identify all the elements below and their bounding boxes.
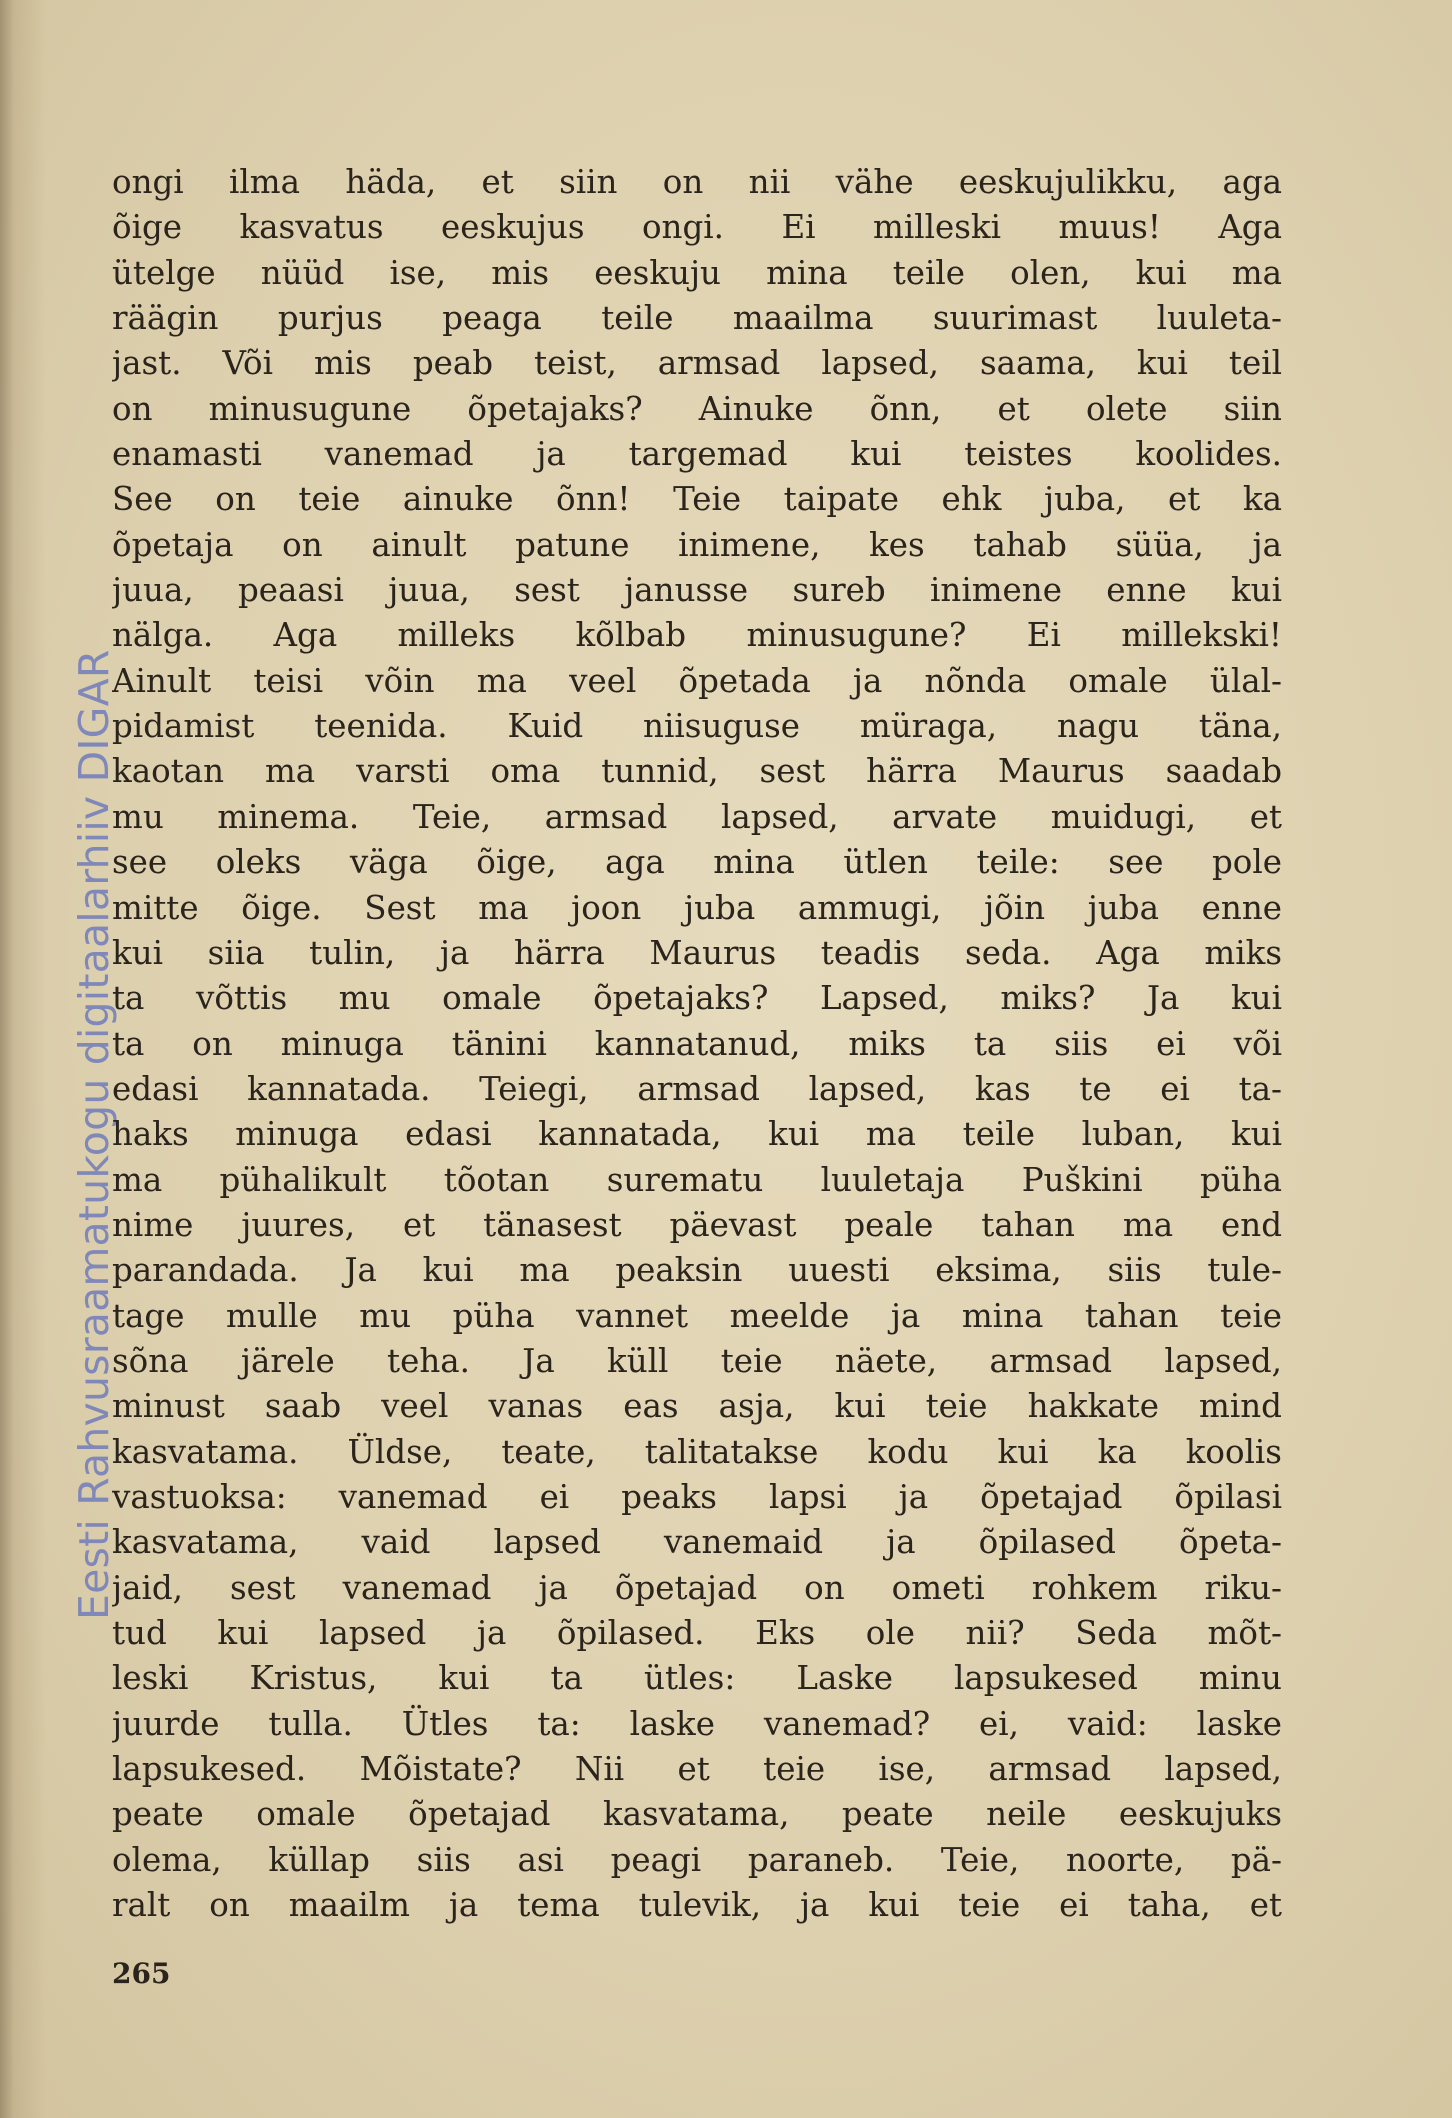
text-line: vastuoksa: vanemad ei peaks lapsi ja õpetajad õpilasi — [112, 1477, 1282, 1516]
text-line: õpetaja on ainult patune inimene, kes tahab süüa, ja — [112, 525, 1282, 564]
text-line: edasi kannatada. Teiegi, armsad lapsed, kas te ei ta- — [112, 1069, 1282, 1108]
text-line: haks minuga edasi kannatada, kui ma teile luban, kui — [112, 1115, 1282, 1154]
text-line: nime juures, et tänasest päevast peale tahan ma end — [112, 1205, 1282, 1244]
text-line: peate omale õpetajad kasvatama, peate neile eeskujuks — [112, 1795, 1282, 1834]
text-line: ralt on maailm ja tema tulevik, ja kui teie ei taha, et — [112, 1886, 1282, 1925]
text-line: kaotan ma varsti oma tunnid, sest härra Maurus saadab — [112, 752, 1282, 791]
text-line: ta on minuga tänini kannatanud, miks ta siis ei või — [112, 1024, 1282, 1063]
text-line: nälga. Aga milleks kõlbab minusugune? Ei millekski! — [112, 616, 1282, 655]
text-line: mitte õige. Sest ma joon juba ammugi, jõin juba enne — [112, 888, 1282, 927]
text-line: juurde tulla. Ütles ta: laske vanemad? ei, vaid: laske — [112, 1704, 1282, 1743]
text-line: mu minema. Teie, armsad lapsed, arvate muidugi, et — [112, 797, 1282, 836]
text-line: tud kui lapsed ja õpilased. Eks ole nii? Seda mõt- — [112, 1614, 1282, 1652]
text-line: ma pühalikult tõotan surematu luuletaja Puškini püha — [112, 1160, 1282, 1199]
archive-watermark: Eesti Rahvusraamatukogu digitaalarhiiv DIGAR — [70, 649, 118, 1620]
text-line: ütelge nüüd ise, mis eeskuju mina teile olen, kui ma — [112, 253, 1282, 292]
text-line: räägin purjus peaga teile maailma suurimast luuleta- — [112, 299, 1282, 338]
text-line: See on teie ainuke õnn! Teie taipate ehk juba, et ka — [112, 480, 1282, 519]
body-text — [112, 160, 1282, 1928]
page-number: 265 — [112, 1957, 171, 1990]
text-line: sõna järele teha. Ja küll teie näete, armsad lapsed, — [112, 1341, 1282, 1380]
text-line: parandada. Ja kui ma peaksin uuesti eksima, siis tule- — [112, 1251, 1282, 1290]
text-line: kasvatama. Üldse, teate, talitatakse kodu kui ka koolis — [112, 1432, 1282, 1471]
text-line: jast. Või mis peab teist, armsad lapsed, saama, kui teil — [112, 344, 1282, 383]
text-line: pidamist teenida. Kuid niisuguse müraga, nagu täna, — [112, 707, 1282, 746]
text-line: õige kasvatus eeskujus ongi. Ei milleski muus! Aga — [112, 208, 1282, 247]
text-line: leski Kristus, kui ta ütles: Laske lapsukesed minu — [112, 1659, 1282, 1698]
text-line: olema, küllap siis asi peagi paraneb. Teie, noorte, pä- — [112, 1840, 1282, 1879]
text-line: ta võttis mu omale õpetajaks? Lapsed, miks? Ja kui — [112, 979, 1282, 1018]
text-line: ongi ilma häda, et siin on nii vähe eeskujulikku, aga — [112, 163, 1282, 201]
text-line: minust saab veel vanas eas asja, kui teie hakkate mind — [112, 1387, 1282, 1426]
text-line: kui siia tulin, ja härra Maurus teadis seda. Aga miks — [112, 933, 1282, 972]
text-line: see oleks väga õige, aga mina ütlen teile: see pole — [112, 843, 1282, 882]
text-line: juua, peaasi juua, sest janusse sureb inimene enne kui — [112, 571, 1282, 610]
text-line: on minusugune õpetajaks? Ainuke õnn, et olete siin — [112, 389, 1282, 428]
text-line: kasvatama, vaid lapsed vanemaid ja õpilased õpeta- — [112, 1523, 1282, 1562]
text-line: enamasti vanemad ja targemad kui teistes koolides. — [112, 435, 1282, 474]
text-line: jaid, sest vanemad ja õpetajad on ometi rohkem riku- — [112, 1568, 1282, 1607]
text-line: lapsukesed. Mõistate? Nii et teie ise, armsad lapsed, — [112, 1750, 1282, 1789]
text-line: tage mulle mu püha vannet meelde ja mina tahan teie — [112, 1296, 1282, 1335]
text-line: Ainult teisi võin ma veel õpetada ja nõnda omale ülal- — [112, 661, 1282, 700]
